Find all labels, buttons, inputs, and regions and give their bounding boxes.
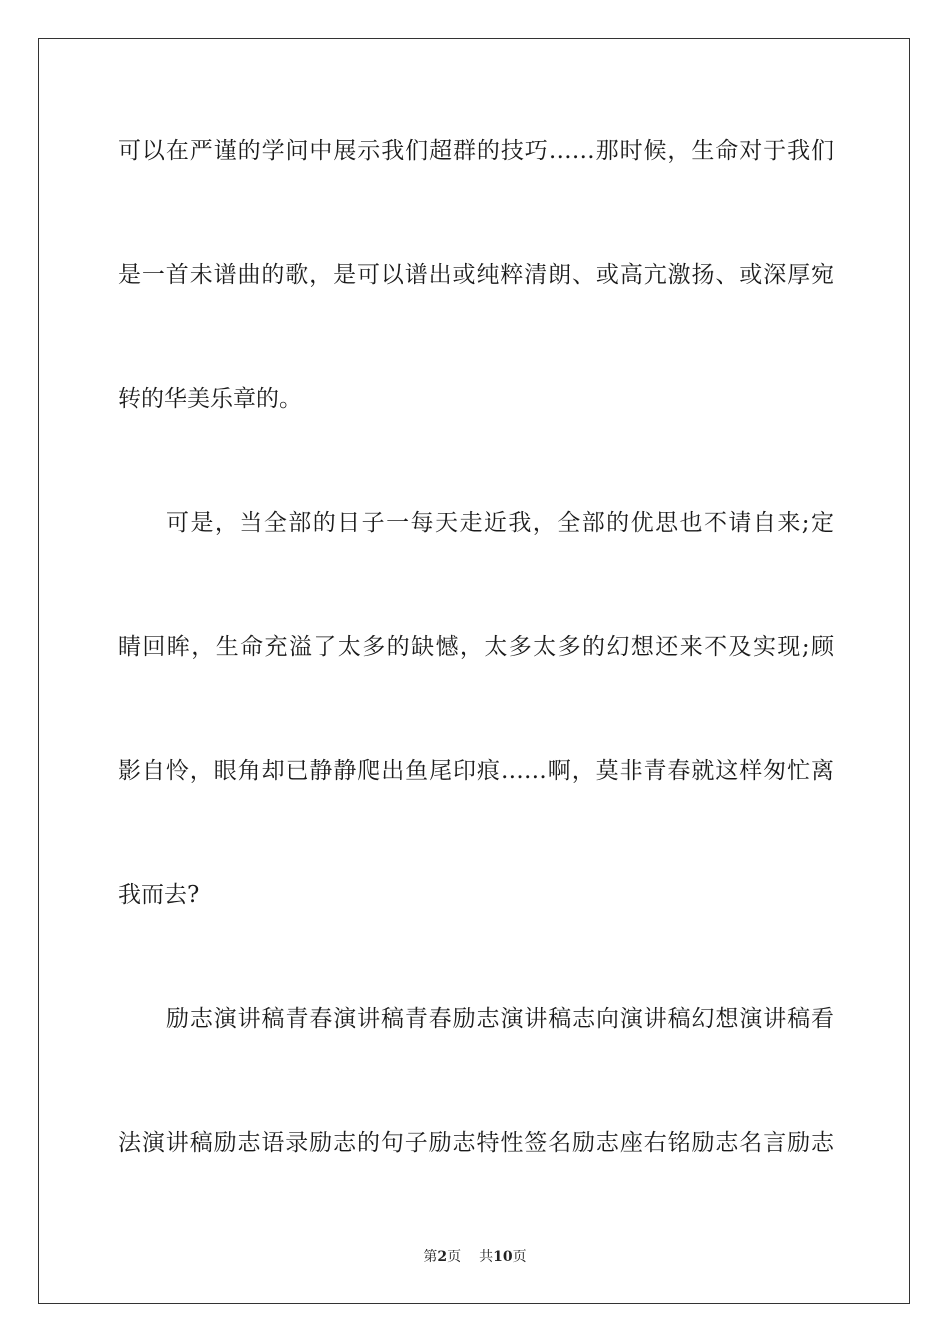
page-border bbox=[38, 38, 910, 1304]
total-suffix: 页 bbox=[512, 1249, 527, 1265]
page-footer bbox=[0, 1246, 950, 1266]
paragraph-1-line-2: 是一首未谱曲的歌，是可以谱出或纯粹清朗、或高亢激扬、或深厚宛 bbox=[118, 262, 834, 288]
paragraph-2-line-2: 睛回眸，生命充溢了太多的缺憾，太多太多的幻想还来不及实现;顾 bbox=[118, 634, 834, 660]
page-suffix: 页 bbox=[447, 1249, 462, 1265]
paragraph-1-line-3: 转的华美乐章的。 bbox=[118, 386, 302, 412]
paragraph-1-line-1: 可以在严谨的学问中展示我们超群的技巧……那时候，生命对于我们 bbox=[118, 138, 834, 164]
total-prefix: 共 bbox=[479, 1249, 494, 1265]
page-number: 2 bbox=[437, 1249, 448, 1265]
paragraph-2-line-3: 影自怜，眼角却已静静爬出鱼尾印痕……啊，莫非青春就这样匆忙离 bbox=[118, 758, 834, 784]
total-pages: 10 bbox=[493, 1249, 513, 1265]
paragraph-3-line-2: 法演讲稿励志语录励志的句子励志特性签名励志座右铭励志名言励志 bbox=[118, 1130, 834, 1156]
paragraph-2-line-1: 可是，当全部的日子一每天走近我，全部的优思也不请自来;定 bbox=[166, 510, 834, 536]
page-prefix: 第 bbox=[423, 1249, 438, 1265]
paragraph-3-line-1: 励志演讲稿青春演讲稿青春励志演讲稿志向演讲稿幻想演讲稿看 bbox=[166, 1006, 834, 1032]
paragraph-2-line-4: 我而去? bbox=[118, 882, 200, 908]
